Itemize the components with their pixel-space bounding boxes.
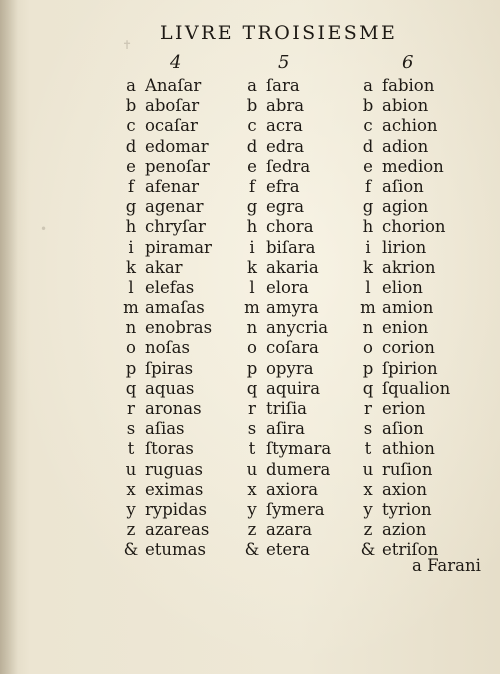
alphabet-entry <box>358 76 450 96</box>
entry-letter: x <box>247 479 257 499</box>
alphabet-entry <box>358 500 450 520</box>
alphabet-entry <box>358 338 450 358</box>
entry-word: enion <box>382 318 429 338</box>
entry-word: ſtoras <box>145 439 194 459</box>
entry-letter: l <box>128 277 134 297</box>
alphabet-entry <box>120 520 212 540</box>
entry-word: tyrion <box>382 499 432 519</box>
entry-word: fabion <box>382 76 435 95</box>
alphabet-entry <box>242 359 331 379</box>
entry-letter: d <box>125 136 137 156</box>
alphabet-entry <box>358 379 450 399</box>
entry-letter: s <box>363 419 373 439</box>
entry-letter: p <box>362 358 374 378</box>
entry-letter: p <box>246 358 258 378</box>
alphabet-entry <box>242 298 331 318</box>
entry-word: ſtymara <box>266 439 332 459</box>
entry-word: elion <box>382 277 423 297</box>
entry-letter: n <box>362 318 374 338</box>
entry-word: aſias <box>145 419 185 439</box>
entry-letter: y <box>363 499 373 519</box>
entry-word: ſara <box>266 76 300 95</box>
alphabet-entry <box>242 520 331 540</box>
alphabet-entry <box>120 460 212 480</box>
catchword: a Farani <box>412 556 481 575</box>
entry-letter: a <box>247 76 257 95</box>
entry-word: amyra <box>266 298 319 318</box>
entry-letter: r <box>248 399 256 418</box>
alphabet-entry <box>120 217 212 237</box>
entry-letter: g <box>362 197 374 217</box>
entry-letter: u <box>125 459 137 479</box>
alphabet-entry <box>120 177 212 197</box>
entry-word: egra <box>266 197 305 217</box>
alphabet-entry <box>120 399 212 419</box>
entry-letter: b <box>362 96 374 116</box>
alphabet-entry <box>242 177 331 197</box>
alphabet-entry <box>242 116 331 136</box>
alphabet-entry <box>358 298 450 318</box>
entry-letter: u <box>362 459 374 479</box>
entry-word: azareas <box>145 520 210 540</box>
entry-word: anycria <box>266 318 329 338</box>
alphabet-entry <box>120 359 212 379</box>
alphabet-entry <box>120 298 212 318</box>
entry-word: adion <box>382 136 429 156</box>
entry-letter: g <box>246 197 258 217</box>
entry-word: ruſion <box>382 459 433 479</box>
alphabet-entry <box>242 460 331 480</box>
entry-letter: k <box>363 257 373 277</box>
running-head: LIVRE TROISIESME <box>160 22 398 44</box>
entry-letter: f <box>364 176 372 196</box>
entry-word: triſia <box>266 399 308 418</box>
entry-letter: g <box>125 197 137 217</box>
alphabet-entry <box>358 419 450 439</box>
alphabet-entry <box>242 258 331 278</box>
alphabet-entry <box>358 96 450 116</box>
alphabet-entry <box>358 399 450 419</box>
alphabet-entry <box>242 157 331 177</box>
alphabet-entry <box>358 258 450 278</box>
entry-word: etumas <box>145 540 206 560</box>
entry-letter: r <box>364 399 372 418</box>
entry-letter: t <box>364 439 372 459</box>
entry-word: chorion <box>382 217 446 237</box>
alphabet-entry <box>120 338 212 358</box>
entry-letter: h <box>246 217 258 237</box>
entry-letter: x <box>126 479 136 499</box>
entry-letter: p <box>125 358 137 378</box>
alphabet-column <box>242 76 331 561</box>
alphabet-entry <box>242 96 331 116</box>
alphabet-entry <box>358 359 450 379</box>
alphabet-entry <box>120 480 212 500</box>
entry-letter: & <box>360 540 376 560</box>
entry-word: efra <box>266 176 300 196</box>
entry-letter: f <box>127 176 135 196</box>
alphabet-entry <box>358 217 450 237</box>
entry-word: ſqualion <box>382 378 451 398</box>
entry-letter: y <box>126 499 136 519</box>
entry-letter: z <box>247 520 257 540</box>
alphabet-entry <box>120 96 212 116</box>
entry-word: medion <box>382 156 444 176</box>
alphabet-entry <box>242 439 331 459</box>
alphabet-entry <box>120 76 212 96</box>
entry-word: akrion <box>382 257 436 277</box>
entry-letter: e <box>126 156 136 176</box>
entry-letter: r <box>127 399 135 418</box>
entry-word: aquas <box>145 378 195 398</box>
entry-letter: & <box>123 540 139 560</box>
entry-word: agion <box>382 197 429 217</box>
entry-letter: z <box>126 520 136 540</box>
entry-letter: d <box>362 136 374 156</box>
alphabet-entry <box>242 419 331 439</box>
entry-word: penoſar <box>145 156 210 176</box>
column-number: 4 <box>170 52 182 73</box>
entry-word: akar <box>145 257 183 277</box>
entry-letter: d <box>246 136 258 156</box>
entry-letter: h <box>362 217 374 237</box>
alphabet-entry <box>120 116 212 136</box>
alphabet-entry <box>120 500 212 520</box>
entry-word: athion <box>382 439 435 459</box>
entry-letter: q <box>125 378 137 398</box>
alphabet-entry <box>358 157 450 177</box>
alphabet-entry <box>120 439 212 459</box>
entry-letter: & <box>244 540 260 560</box>
alphabet-entry <box>358 137 450 157</box>
entry-letter: i <box>249 237 255 257</box>
show-through-mark: ✝ <box>122 38 133 52</box>
alphabet-entry <box>358 116 450 136</box>
alphabet-entry <box>242 278 331 298</box>
entry-word: aſion <box>382 419 424 439</box>
alphabet-entry <box>120 197 212 217</box>
entry-word: aquira <box>266 378 321 398</box>
alphabet-entry <box>358 318 450 338</box>
entry-letter: q <box>246 378 258 398</box>
entry-word: amion <box>382 298 434 318</box>
entry-letter: c <box>247 116 257 136</box>
entry-letter: l <box>365 277 371 297</box>
entry-letter: u <box>246 459 258 479</box>
entry-word: achion <box>382 116 438 136</box>
entry-word: akaria <box>266 257 319 277</box>
alphabet-entry <box>242 137 331 157</box>
entry-letter: s <box>126 419 136 439</box>
entry-word: acra <box>266 116 303 136</box>
entry-letter: k <box>247 257 257 277</box>
entry-word: agenar <box>145 197 204 217</box>
entry-word: axion <box>382 479 427 499</box>
alphabet-entry <box>242 540 331 560</box>
entry-letter: l <box>249 277 255 297</box>
entry-letter: q <box>362 378 374 398</box>
alphabet-entry <box>120 278 212 298</box>
alphabet-entry <box>358 177 450 197</box>
entry-word: enobras <box>145 318 213 338</box>
alphabet-entry <box>242 197 331 217</box>
show-through-mark: • <box>40 222 48 236</box>
alphabet-entry <box>120 137 212 157</box>
alphabet-column <box>358 76 450 561</box>
entry-word: opyra <box>266 358 314 378</box>
entry-letter: o <box>363 338 373 358</box>
entry-word: elefas <box>145 277 195 297</box>
entry-letter: k <box>126 257 136 277</box>
entry-word: aſira <box>266 419 305 439</box>
entry-letter: e <box>363 156 373 176</box>
alphabet-entry <box>120 258 212 278</box>
entry-word: Anaſar <box>145 76 202 95</box>
entry-letter: b <box>246 96 258 116</box>
entry-letter: n <box>246 318 258 338</box>
entry-letter: o <box>126 338 136 358</box>
alphabet-entry <box>242 480 331 500</box>
entry-word: edomar <box>145 136 209 156</box>
entry-letter: a <box>363 76 373 95</box>
alphabet-column <box>120 76 212 561</box>
alphabet-entry <box>242 217 331 237</box>
entry-word: ſedra <box>266 156 311 176</box>
entry-word: aſion <box>382 176 424 196</box>
alphabet-entry <box>358 278 450 298</box>
entry-word: elora <box>266 277 309 297</box>
entry-letter: z <box>363 520 373 540</box>
entry-word: amaſas <box>145 298 205 318</box>
alphabet-entry <box>242 238 331 258</box>
entry-word: abra <box>266 96 305 116</box>
entry-word: azion <box>382 520 427 540</box>
alphabet-entry <box>358 460 450 480</box>
entry-letter: c <box>363 116 373 136</box>
spine-shadow <box>0 0 18 674</box>
entry-word: ſpiras <box>145 358 194 378</box>
alphabet-entry <box>358 439 450 459</box>
entry-word: dumera <box>266 459 331 479</box>
entry-letter: i <box>365 237 371 257</box>
entry-word: ocaſar <box>145 116 198 136</box>
entry-letter: y <box>247 499 257 519</box>
entry-word: afenar <box>145 176 200 196</box>
entry-word: abion <box>382 96 429 116</box>
alphabet-entry <box>358 238 450 258</box>
entry-word: etriſon <box>382 540 439 560</box>
alphabet-entry <box>242 318 331 338</box>
entry-word: aronas <box>145 399 202 418</box>
entry-letter: o <box>247 338 257 358</box>
alphabet-entry <box>242 399 331 419</box>
entry-word: etera <box>266 540 310 560</box>
entry-letter: t <box>248 439 256 459</box>
entry-letter: t <box>127 439 135 459</box>
entry-word: erion <box>382 399 426 418</box>
entry-word: ruguas <box>145 459 204 479</box>
alphabet-entry <box>120 318 212 338</box>
entry-word: corion <box>382 338 435 358</box>
entry-letter: m <box>244 298 260 318</box>
entry-letter: n <box>125 318 137 338</box>
alphabet-entry <box>120 379 212 399</box>
entry-word: coſara <box>266 338 319 358</box>
alphabet-entry <box>242 379 331 399</box>
entry-word: azara <box>266 520 313 540</box>
alphabet-entry <box>358 480 450 500</box>
entry-word: rypidas <box>145 499 207 519</box>
entry-word: lirion <box>382 237 427 257</box>
alphabet-entry <box>358 520 450 540</box>
entry-letter: h <box>125 217 137 237</box>
entry-letter: i <box>128 237 134 257</box>
entry-word: aboſar <box>145 96 200 116</box>
alphabet-entry <box>242 76 331 96</box>
entry-letter: s <box>247 419 257 439</box>
alphabet-entry <box>120 157 212 177</box>
entry-letter: b <box>125 96 137 116</box>
entry-word: ſpirion <box>382 358 438 378</box>
entry-letter: c <box>126 116 136 136</box>
entry-word: ſymera <box>266 499 325 519</box>
entry-word: noſas <box>145 338 190 358</box>
entry-letter: e <box>247 156 257 176</box>
entry-word: edra <box>266 136 305 156</box>
entry-letter: x <box>363 479 373 499</box>
alphabet-entry <box>358 197 450 217</box>
entry-word: chryſar <box>145 217 206 237</box>
column-number: 6 <box>402 52 414 73</box>
column-number: 5 <box>278 52 290 73</box>
entry-word: axiora <box>266 479 319 499</box>
entry-letter: m <box>123 298 139 318</box>
alphabet-entry <box>120 238 212 258</box>
alphabet-entry <box>120 419 212 439</box>
entry-word: eximas <box>145 479 204 499</box>
alphabet-entry <box>242 338 331 358</box>
alphabet-entry <box>242 500 331 520</box>
entry-letter: a <box>126 76 136 95</box>
alphabet-entry <box>120 540 212 560</box>
entry-word: biſara <box>266 237 316 257</box>
entry-word: chora <box>266 217 314 237</box>
entry-letter: m <box>360 298 376 318</box>
entry-letter: f <box>248 176 256 196</box>
entry-word: piramar <box>145 237 212 257</box>
